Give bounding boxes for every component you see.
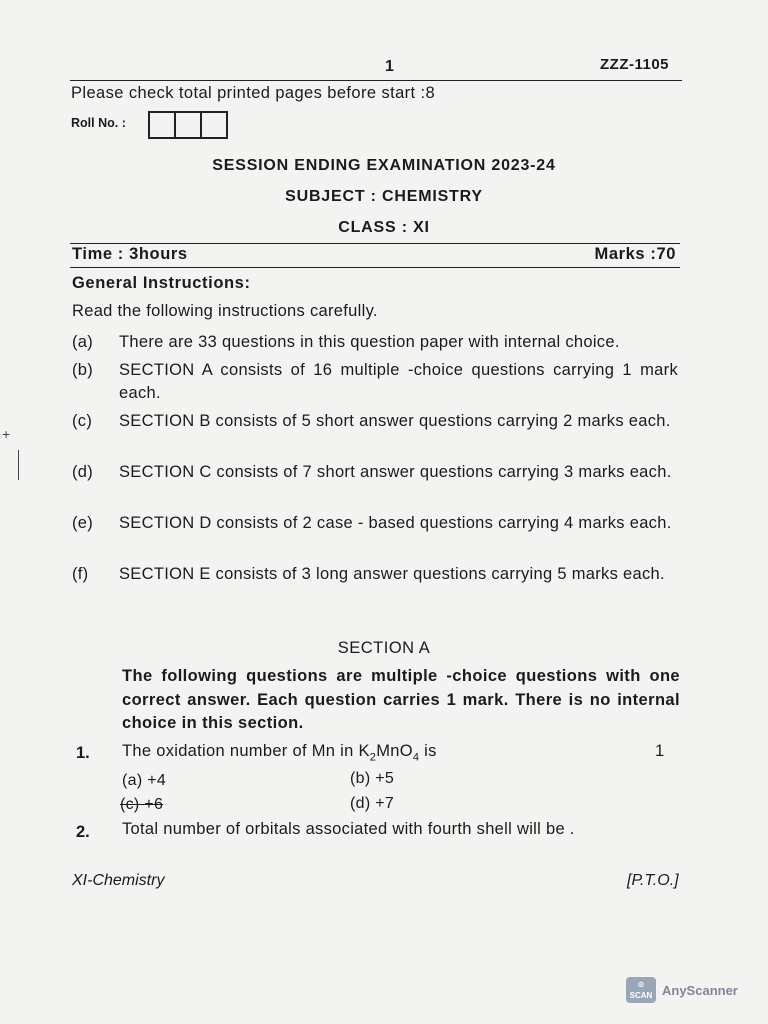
instruction-label: (c) xyxy=(72,412,93,430)
roll-number-label: Roll No. : xyxy=(71,116,126,130)
scan-logo-icon: ⊙ SCAN xyxy=(626,977,656,1003)
instruction-item xyxy=(72,512,678,535)
subscript: 4 xyxy=(412,751,420,764)
section-a-description: The following questions are multiple -choice questions with one correct answer. Each question carries 1 mark. There is no internal choice in this section. xyxy=(122,667,680,732)
pages-check-note: Please check total printed pages before start :8 xyxy=(71,84,436,102)
instruction-text: There are 33 questions in this question paper with internal choice. xyxy=(119,333,620,351)
class-title: CLASS : XI xyxy=(338,219,430,236)
exam-title: SESSION ENDING EXAMINATION 2023-24 xyxy=(212,157,556,174)
instruction-label: (e) xyxy=(72,514,94,532)
option-b: (b) +5 xyxy=(350,770,395,787)
instruction-item xyxy=(72,563,678,586)
subject-title: SUBJECT : CHEMISTRY xyxy=(285,188,483,205)
instruction-text: SECTION B consists of 5 short answer questions carrying 2 marks each. xyxy=(119,412,671,430)
exam-marks: Marks :70 xyxy=(594,245,676,263)
footer-subject: XI-Chemistry xyxy=(72,872,165,889)
question-text-part: The oxidation number of Mn in K xyxy=(122,742,370,760)
paper-code: ZZZ-1105 xyxy=(600,56,670,73)
option-c: (c) +6 xyxy=(120,796,164,813)
option-d: (d) +7 xyxy=(350,795,395,812)
meta-rule-top xyxy=(70,243,680,244)
question-number: 1. xyxy=(76,744,90,762)
footer-pto: [P.T.O.] xyxy=(627,872,679,889)
instruction-item xyxy=(72,359,678,405)
margin-mark-icon: + xyxy=(2,426,11,442)
question-marks: 1 xyxy=(655,742,665,760)
instruction-label: (a) xyxy=(72,333,94,351)
instructions-heading: General Instructions: xyxy=(72,274,251,292)
page-number: 1 xyxy=(385,58,394,75)
question-text-part: MnO xyxy=(376,742,413,760)
instruction-text: SECTION A consists of 16 multiple -choice questions carrying 1 mark each. xyxy=(119,361,678,402)
option-a: (a) +4 xyxy=(122,772,167,789)
header-rule xyxy=(70,80,682,81)
instruction-text: SECTION E consists of 3 long answer questions carrying 5 marks each. xyxy=(119,565,665,583)
instructions-intro: Read the following instructions carefully. xyxy=(72,302,378,320)
scanner-brand: AnyScanner xyxy=(662,982,738,998)
instruction-label: (b) xyxy=(72,361,94,379)
instruction-label: (d) xyxy=(72,463,94,481)
question-text: Total number of orbitals associated with fourth shell will be . xyxy=(122,820,575,838)
instruction-text: SECTION D consists of 2 case - based questions carrying 4 marks each. xyxy=(119,514,672,532)
scanner-watermark xyxy=(626,977,738,1003)
instruction-item xyxy=(72,331,678,354)
instruction-item xyxy=(72,461,678,484)
instruction-item xyxy=(72,410,678,433)
section-a-title: SECTION A xyxy=(337,639,431,657)
question-text xyxy=(122,742,437,763)
question-text-part: is xyxy=(419,742,437,760)
roll-number-boxes xyxy=(148,111,228,139)
instruction-label: (f) xyxy=(72,565,89,583)
exam-time: Time : 3hours xyxy=(72,245,188,263)
subscript: 2 xyxy=(369,751,377,764)
question-number: 2. xyxy=(76,823,90,841)
margin-line xyxy=(18,450,19,480)
instruction-text: SECTION C consists of 7 short answer questions carrying 3 marks each. xyxy=(119,463,672,481)
scan-logo-text: SCAN xyxy=(629,991,653,1000)
meta-rule-bottom xyxy=(70,267,680,268)
